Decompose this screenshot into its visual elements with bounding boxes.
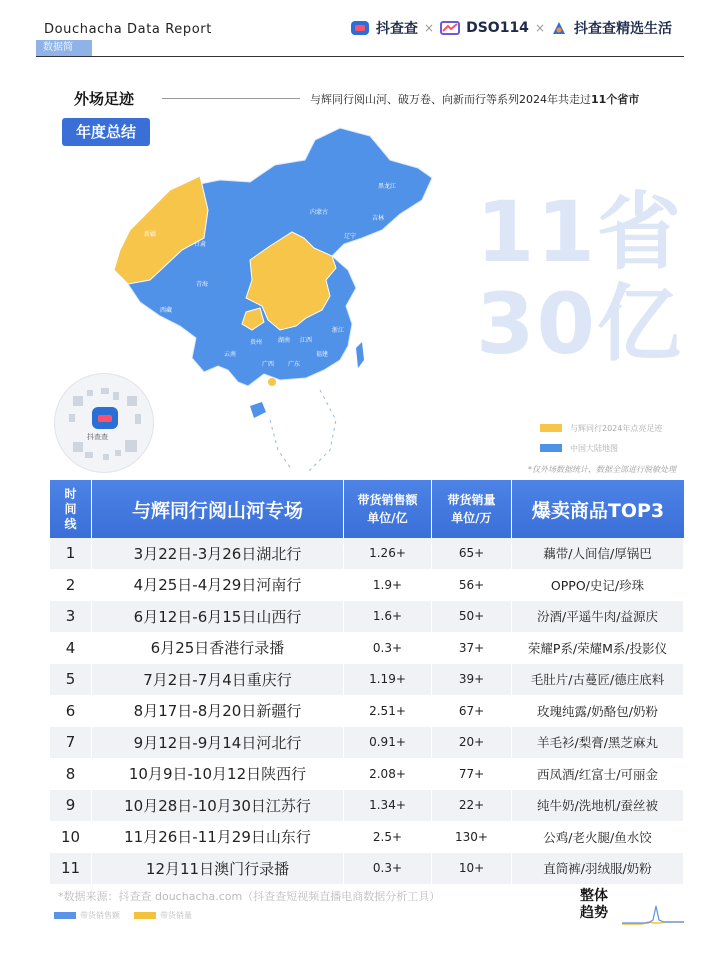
row-session: 7月2日-7月4日重庆行 <box>92 664 344 696</box>
table-row <box>50 601 684 633</box>
header-sales-line1: 带货销售额 <box>357 493 418 507</box>
legend-item-highlight <box>540 418 662 438</box>
map-label-guangdong: 广东 <box>288 361 301 368</box>
footer-legend-swatch-quantity <box>134 912 156 919</box>
table-row <box>50 538 684 570</box>
qr-code[interactable] <box>54 373 154 473</box>
legend-label-base: 中国大陆地图 <box>570 443 618 453</box>
table-row <box>50 853 684 885</box>
footer-legend-label-sales: 带货销售额 <box>80 911 120 920</box>
logo-separator: × <box>424 21 435 35</box>
map-label-heilongjiang: 黑龙江 <box>378 183 397 190</box>
map-hainan <box>250 402 266 418</box>
header-quantity <box>432 480 512 538</box>
partner-logos <box>351 18 672 38</box>
row-quantity: 39+ <box>432 664 512 696</box>
footer-legend-label-quantity: 带货销量 <box>160 911 192 920</box>
dcx-logo-icon <box>551 20 567 36</box>
row-top3: 汾酒/平遥牛肉/益源庆 <box>512 601 684 633</box>
row-session: 4月25日-4月29日河南行 <box>92 570 344 602</box>
table-row <box>50 790 684 822</box>
logo-separator: × <box>534 21 545 35</box>
trend-sparkline <box>622 900 684 926</box>
header-sales <box>344 480 432 538</box>
row-top3: 荣耀P系/荣耀M系/投影仪 <box>512 633 684 665</box>
row-quantity: 37+ <box>432 633 512 665</box>
section-description-highlight: 11个省市 <box>591 93 640 106</box>
row-sales: 2.5+ <box>344 822 432 854</box>
row-index: 4 <box>50 633 92 665</box>
row-sales: 1.34+ <box>344 790 432 822</box>
table-row <box>50 696 684 728</box>
summary-provinces: 11省 <box>476 183 683 281</box>
footer-legend <box>54 910 192 921</box>
row-quantity: 22+ <box>432 790 512 822</box>
trend-label-line2: 趋势 <box>580 905 608 921</box>
table-header-row <box>50 480 684 538</box>
row-index: 5 <box>50 664 92 696</box>
header-quantity-line2: 单位/万 <box>451 511 492 525</box>
legend-item-base <box>540 438 662 458</box>
row-quantity: 50+ <box>432 601 512 633</box>
section-description <box>310 91 639 107</box>
header-timeline-text: 时间线 <box>64 486 77 531</box>
annual-summary-badge: 年度总结 <box>62 118 150 146</box>
map-label-xinjiang: 新疆 <box>144 231 157 238</box>
map-label-guizhou: 贵州 <box>250 339 263 346</box>
top-bar <box>0 0 720 60</box>
map-label-zhejiang: 浙江 <box>332 327 345 334</box>
map-label-jiangxi: 江西 <box>300 337 313 344</box>
brand-subtitle: 数据简 <box>36 40 92 56</box>
map-note: *仅外场数据统计，数据全部进行脱敏处理 <box>528 465 676 474</box>
map-label-liaoning: 辽宁 <box>344 233 357 240</box>
row-index: 2 <box>50 570 92 602</box>
row-session: 3月22日-3月26日湖北行 <box>92 538 344 570</box>
trip-table <box>50 480 684 885</box>
map-label-qinghai: 青海 <box>196 281 209 288</box>
row-quantity: 65+ <box>432 538 512 570</box>
trend-line-sales <box>622 906 684 923</box>
row-sales: 1.6+ <box>344 601 432 633</box>
row-quantity: 56+ <box>432 570 512 602</box>
table-row <box>50 822 684 854</box>
row-top3: 藕带/人间信/厚锅巴 <box>512 538 684 570</box>
row-top3: 公鸡/老火腿/鱼水饺 <box>512 822 684 854</box>
map-taiwan <box>356 342 364 368</box>
dso-logo-text: DSO114 <box>466 20 529 36</box>
row-session: 9月12日-9月14日河北行 <box>92 727 344 759</box>
qr-app-icon <box>92 407 118 429</box>
row-quantity: 130+ <box>432 822 512 854</box>
row-top3: 玫瑰纯露/奶酪包/奶粉 <box>512 696 684 728</box>
map-hongkong-macau <box>268 378 276 386</box>
row-sales: 0.3+ <box>344 853 432 885</box>
dso-logo-icon <box>440 21 460 35</box>
row-top3: 西凤酒/红富士/可丽金 <box>512 759 684 791</box>
row-top3: 羊毛衫/梨膏/黑芝麻丸 <box>512 727 684 759</box>
section-title: 外场足迹 <box>74 90 135 108</box>
row-index: 3 <box>50 601 92 633</box>
row-session: 12月11日澳门行录播 <box>92 853 344 885</box>
data-source-note: *数据来源：抖查查 douchacha.com（抖查查短视频直播电商数据分析工具） <box>58 890 441 903</box>
map-label-yunnan: 云南 <box>224 351 237 358</box>
table-row <box>50 727 684 759</box>
map-label-gansu: 甘肃 <box>194 241 207 248</box>
row-sales: 0.91+ <box>344 727 432 759</box>
qr-app-label: 抖查查 <box>87 433 108 441</box>
trend-label-line1: 整体 <box>580 888 608 904</box>
summary-sales: 30亿 <box>476 275 683 373</box>
row-session: 6月12日-6月15日山西行 <box>92 601 344 633</box>
row-session: 10月28日-10月30日江苏行 <box>92 790 344 822</box>
map-label-guangxi: 广西 <box>262 361 275 368</box>
table-row <box>50 759 684 791</box>
row-top3: 毛肚片/古蔓匠/德庄底料 <box>512 664 684 696</box>
row-quantity: 10+ <box>432 853 512 885</box>
map-label-neimenggu: 内蒙古 <box>310 209 329 216</box>
row-top3: 直筒裤/羽绒服/奶粉 <box>512 853 684 885</box>
header-quantity-line1: 带货销量 <box>447 493 496 507</box>
dcx-logo-text: 抖查查精选生活 <box>574 21 672 37</box>
row-top3: 纯牛奶/洗地机/蚕丝被 <box>512 790 684 822</box>
brand-title: Douchacha Data Report <box>44 22 212 37</box>
map-south-sea-dashes <box>270 390 336 472</box>
header-session: 与辉同行阅山河专场 <box>92 480 344 538</box>
row-sales: 1.26+ <box>344 538 432 570</box>
table-row <box>50 664 684 696</box>
map-label-jilin: 吉林 <box>372 215 385 222</box>
map-label-xizang: 西藏 <box>160 307 173 314</box>
row-sales: 1.19+ <box>344 664 432 696</box>
section-description-text: 与辉同行阅山河、破万卷、向新而行等系列2024年共走过 <box>310 93 591 106</box>
table-row <box>50 633 684 665</box>
summary-figures <box>476 183 683 373</box>
row-sales: 2.08+ <box>344 759 432 791</box>
row-sales: 1.9+ <box>344 570 432 602</box>
legend-swatch-base <box>540 444 562 452</box>
row-quantity: 20+ <box>432 727 512 759</box>
top-divider <box>36 56 684 57</box>
row-top3: OPPO/史记/珍珠 <box>512 570 684 602</box>
legend-swatch-highlight <box>540 424 562 432</box>
row-index: 1 <box>50 538 92 570</box>
row-sales: 2.51+ <box>344 696 432 728</box>
map-legend <box>540 418 662 458</box>
row-session: 11月26日-11月29日山东行 <box>92 822 344 854</box>
douchacha-logo-icon <box>351 21 369 35</box>
row-quantity: 77+ <box>432 759 512 791</box>
header-sales-line2: 单位/亿 <box>367 511 408 525</box>
row-session: 8月17日-8月20日新疆行 <box>92 696 344 728</box>
footer-legend-swatch-sales <box>54 912 76 919</box>
row-index: 6 <box>50 696 92 728</box>
row-index: 9 <box>50 790 92 822</box>
header-timeline <box>50 480 92 538</box>
row-session: 6月25日香港行录播 <box>92 633 344 665</box>
row-sales: 0.3+ <box>344 633 432 665</box>
table-row <box>50 570 684 602</box>
section-divider <box>162 98 300 99</box>
map-label-hunan: 湖南 <box>278 337 291 344</box>
row-index: 7 <box>50 727 92 759</box>
douchacha-logo-text: 抖查查 <box>376 21 419 37</box>
map-label-fujian: 福建 <box>316 351 329 358</box>
row-quantity: 67+ <box>432 696 512 728</box>
row-index: 11 <box>50 853 92 885</box>
legend-label-highlight: 与辉同行2024年点亮足迹 <box>570 423 663 433</box>
row-index: 10 <box>50 822 92 854</box>
header-top3: 爆卖商品TOP3 <box>512 480 684 538</box>
trend-label <box>580 888 608 922</box>
row-session: 10月9日-10月12日陕西行 <box>92 759 344 791</box>
row-index: 8 <box>50 759 92 791</box>
